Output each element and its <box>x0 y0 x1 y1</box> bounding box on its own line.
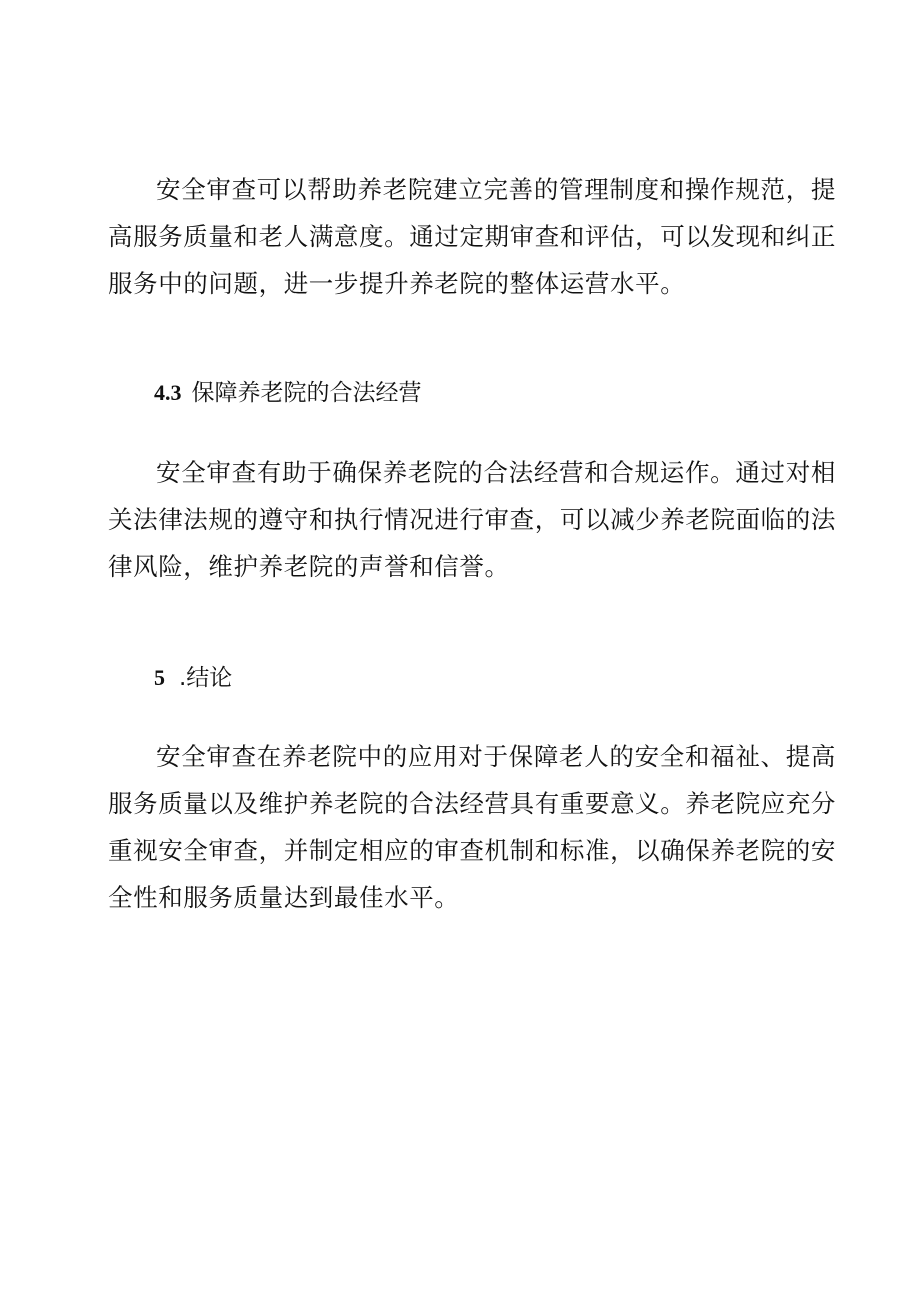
section-number: 4.3 <box>154 380 182 405</box>
section-number: 5 <box>154 665 165 690</box>
section-heading-4-3 <box>154 377 422 409</box>
paragraph-operations: 安全审查可以帮助养老院建立完善的管理制度和操作规范，提高服务质量和老人满意度。通过定期审查和评估，可以发现和纠正服务中的问题，进一步提升养老院的整体运营水平。 <box>108 175 836 298</box>
section-title: 保障养老院的合法经营 <box>191 380 422 406</box>
section-heading-5 <box>154 662 232 694</box>
paragraph-conclusion: 安全审查在养老院中的应用对于保障老人的安全和福祉、提高服务质量以及维护养老院的合法经营具有重要意义。养老院应充分重视安全审查，并制定相应的审查机制和标准，以确保养老院的安全性和服务质量达到最佳水平。 <box>108 742 836 912</box>
paragraph-legal-operation: 安全审查有助于确保养老院的合法经营和合规运作。通过对相关法律法规的遵守和执行情况进行审查，可以减少养老院面临的法律风险，维护养老院的声誉和信誉。 <box>108 458 836 581</box>
section-title: .结论 <box>179 665 233 691</box>
